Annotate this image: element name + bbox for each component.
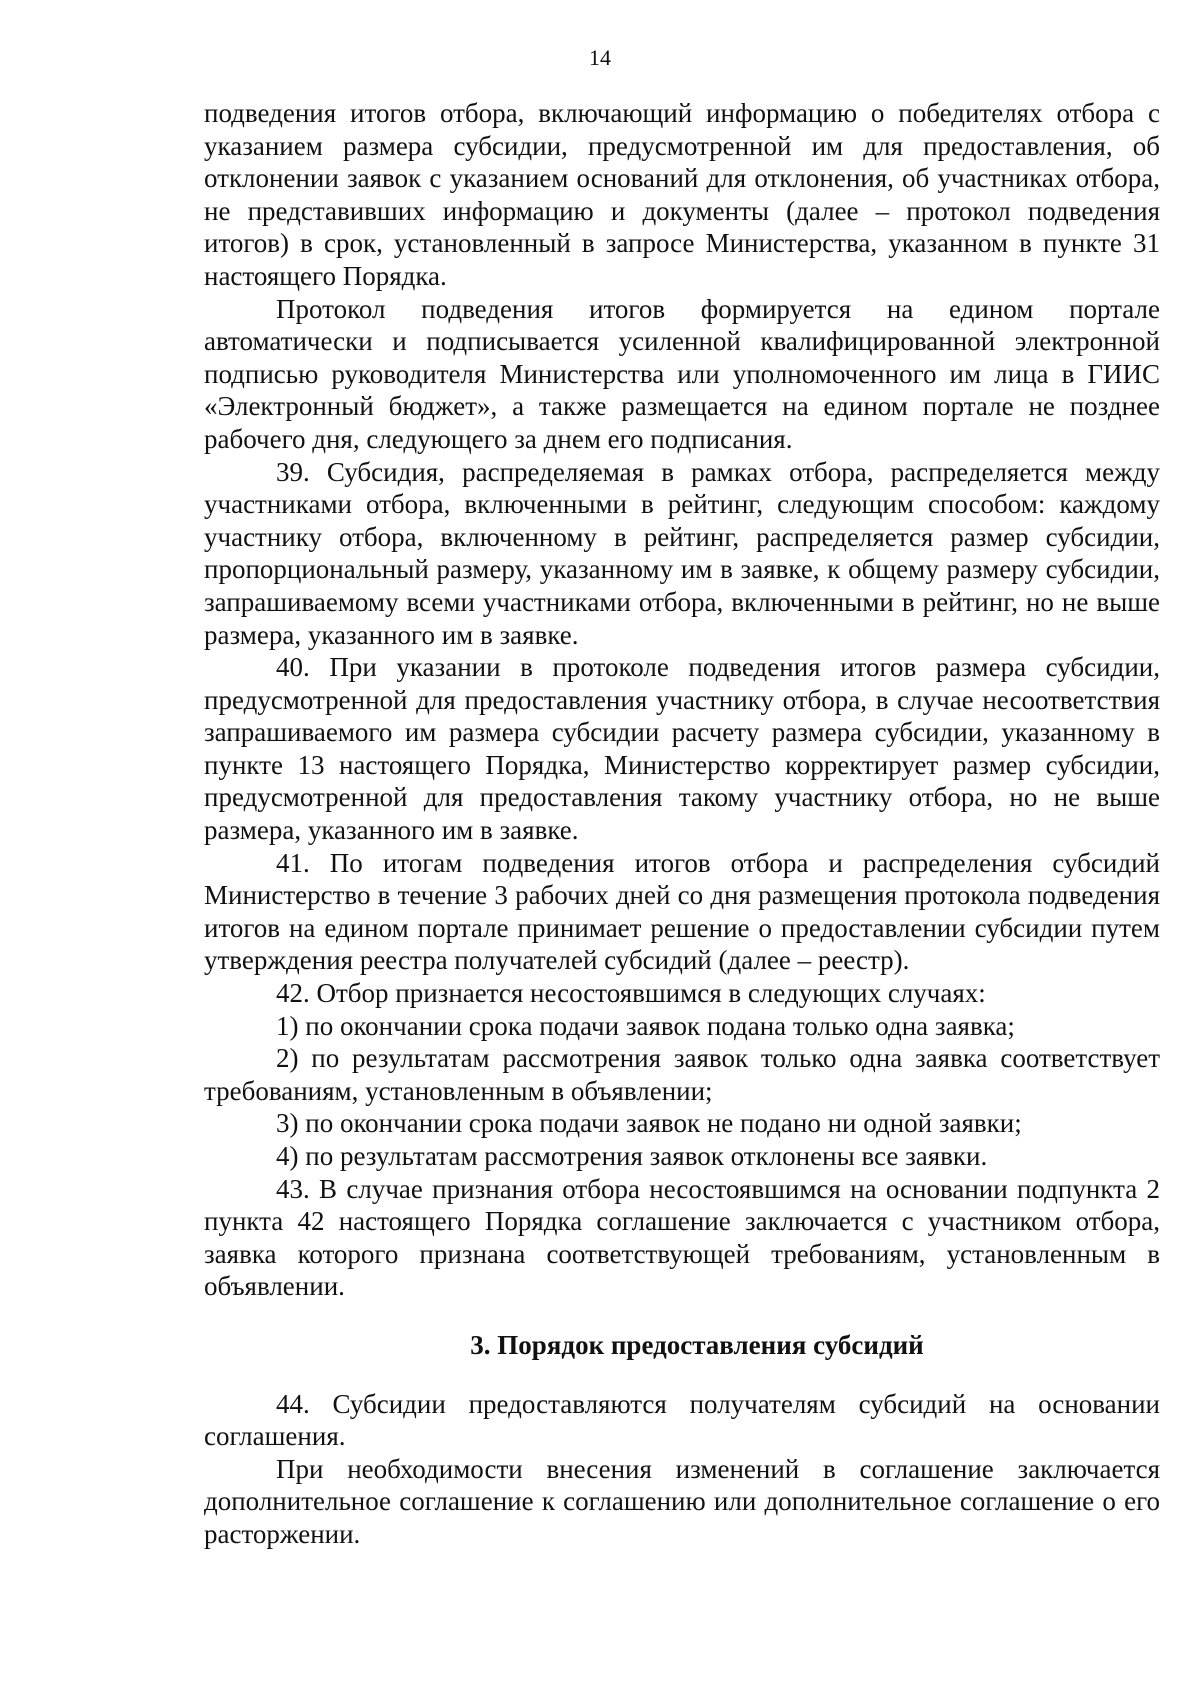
list-item-42-1: 1) по окончании срока подачи заявок подана только одна заявка; bbox=[276, 1010, 1015, 1041]
document-body bbox=[204, 97, 1160, 1551]
paragraph-39: 39. Субсидия, распределяемая в рамках отбора, распределяется между участниками отбора, включенными в рейтинг, следующим способом: каждому участнику отбора, включенному в рейтинг, распределяется размер субсидии, пропорциональный размеру, указанному им в заявке, к общему размеру субсидии, запрашиваемому всеми участниками отбора, включенными в рейтинг, но не выше размера, указанного им в заявке. bbox=[204, 456, 1160, 650]
page-number: 14 bbox=[589, 45, 611, 70]
paragraph-amendments: При необходимости внесения изменений в соглашение заключается дополнительное соглашение к соглашению или дополнительное соглашение о его расторжении. bbox=[204, 1453, 1160, 1549]
paragraph-42: 42. Отбор признается несостоявшимся в следующих случаях: bbox=[276, 978, 986, 1009]
list-item-42-4: 4) по результатам рассмотрения заявок отклонены все заявки. bbox=[276, 1141, 988, 1171]
paragraph-protocol-continuation: подведения итогов отбора, включающий информацию о победителях отбора с указанием размера субсидии, предусмотренной им для предоставления, об отклонении заявок с указанием оснований для отклонения, об участниках отбора, не представивших информацию и документы (далее – протокол подведения итогов) в срок, установленный в запросе Министерства, указанном в пункте 31 настоящего Порядка. bbox=[204, 98, 1160, 291]
paragraph-protocol-formation: Протокол подведения итогов формируется на едином портале автоматически и подписывается усиленной квалифицированной электронной подписью руководителя Министерства или уполномоченного им лица в ГИИС «Электронный бюджет», а также размещается на едином портале не позднее рабочего дня, следующего за днем его подписания. bbox=[204, 293, 1160, 454]
paragraph-43: 43. В случае признания отбора несостоявшимся на основании подпункта 2 пункта 42 настоящего Порядка соглашение заключается с участником отбора, заявка которого признана соответствующей требованиям, установленным в объявлении. bbox=[204, 1173, 1160, 1302]
paragraph-40: 40. При указании в протоколе подведения итогов размера субсидии, предусмотренной для предоставления участнику отбора, в случае несоответствия запрашиваемого им размера субсидии расчету размера субсидии, указанному в пункте 13 настоящего Порядка, Министерство корректирует размер субсидии, предусмотренной для предоставления такому участнику отбора, но не выше размера, указанного им в заявке. bbox=[204, 652, 1160, 846]
list-item-42-3: 3) по окончании срока подачи заявок не подано ни одной заявки; bbox=[276, 1108, 1022, 1139]
paragraph-41: 41. По итогам подведения итогов отбора и распределения субсидий Министерство в течение 3 рабочих дней со дня размещения протокола подведения итогов на едином портале принимает решение о предоставлении субсидии путем утверждения реестра получателей субсидий (далее – реестр). bbox=[204, 847, 1160, 976]
list-item-42-2: 2) по результатам рассмотрения заявок только одна заявка соответствует требованиям, установленным в объявлении; bbox=[204, 1043, 1160, 1106]
paragraph-44: 44. Субсидии предоставляются получателям субсидий на основании соглашения. bbox=[204, 1388, 1160, 1452]
section-heading: 3. Порядок предоставления субсидий bbox=[470, 1329, 924, 1360]
